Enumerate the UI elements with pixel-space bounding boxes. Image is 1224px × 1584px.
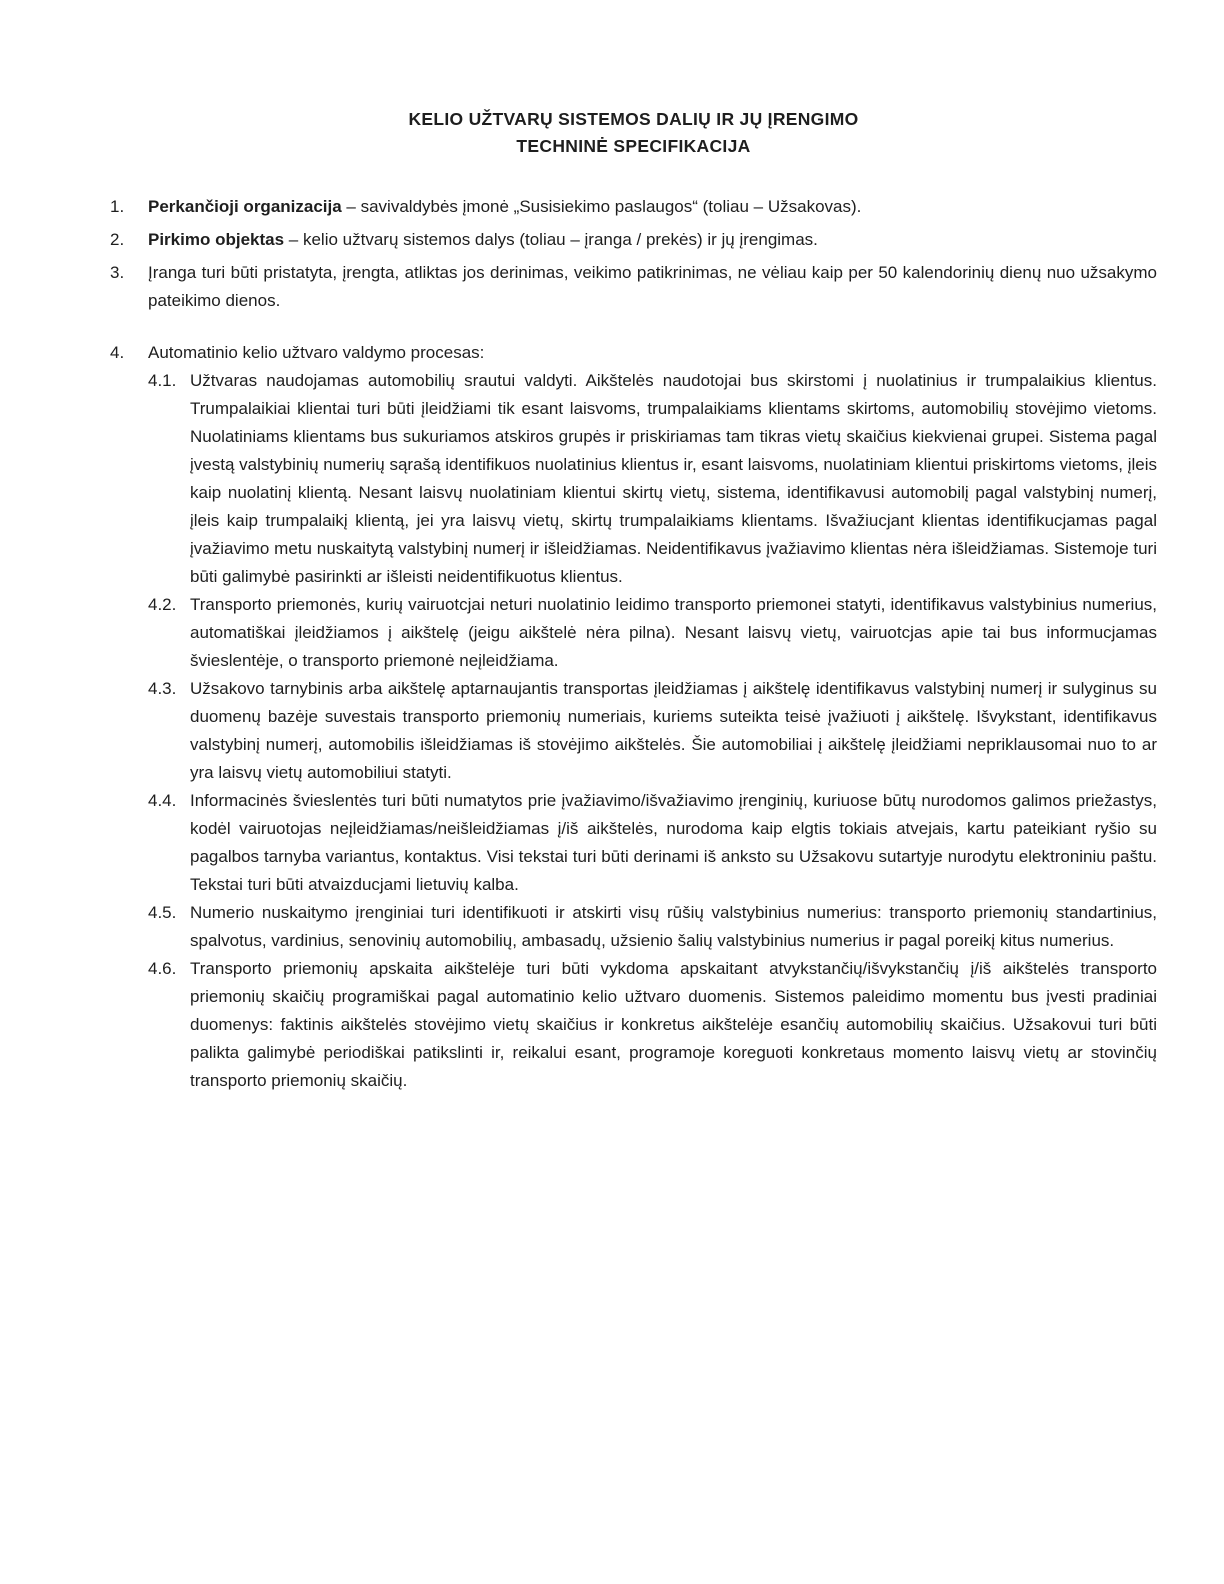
list-item-4-5-number: 4.5. xyxy=(148,903,177,922)
list-item-4-4 xyxy=(148,787,1157,899)
numbered-list xyxy=(110,193,1157,1095)
list-item-3-rest: Įranga turi būti pristatyta, įrengta, atliktas jos derinimas, veikimo patikrinimas, ne vėliau kaip per 50 kalendorinių dienų nuo užsakymo pateikimo dienos. xyxy=(148,263,1157,310)
list-item-1-bold-lead: Perkančioji organizacija xyxy=(148,197,342,216)
list-item-1-number: 1. xyxy=(110,197,125,216)
list-item-4-6-text: Transporto priemonių apskaita aikštelėje turi būti vykdoma apskaitant atvykstančių/išvykstančių į/iš aikštelės transporto priemonių skaičių programiškai pagal automatinio kelio užtvaro duomenis. Sistemos paleidimo momentu bus įvesti pradiniai duomenys: faktinis aikštelės stovėjimo vietų skaičius ir konkretus aikštelėje esančių automobilių skaičius. Užsakovui turi būti palikta galimybė periodiškai patikslinti ir, reikalui esant, programoje koreguoti konkretaus momento laisvų vietų ar stovinčių transporto priemonių skaičių. xyxy=(190,959,1157,1090)
list-item-3-text xyxy=(148,259,1157,315)
list-item-2-number: 2. xyxy=(110,230,125,249)
list-item-4-2-number: 4.2. xyxy=(148,595,177,614)
list-item-1-text xyxy=(148,193,1157,221)
list-item-4-1 xyxy=(148,367,1157,591)
document-title xyxy=(110,106,1157,160)
list-item-4-6-number: 4.6. xyxy=(148,959,177,978)
list-item-4-1-number: 4.1. xyxy=(148,371,177,390)
list-item-4 xyxy=(110,339,1157,367)
document-title-line2: TECHNINĖ SPECIFIKACIJA xyxy=(516,136,751,156)
list-item-4-4-number: 4.4. xyxy=(148,791,177,810)
list-item-1 xyxy=(110,193,1157,221)
list-item-1-rest: – savivaldybės įmonė „Susisiekimo paslaugos“ (toliau – Užsakovas). xyxy=(341,197,862,216)
list-item-2-rest: – kelio užtvarų sistemos dalys (toliau – įranga / prekės) ir jų įrengimas. xyxy=(284,230,818,249)
list-item-4-text xyxy=(148,339,1157,367)
list-item-4-4-text: Informacinės švieslentės turi būti numatytos prie įvažiavimo/išvažiavimo įrenginių, kuriuose būtų nurodomos galimos priežastys, kodėl vairuotojas neįleidžiamas/neišleidžiamas į/iš aikštelės, nurodoma kaip elgtis tokiais atvejais, kartu pateikiant ryšio su pagalbos tarnyba variantus, kontaktus. Visi tekstai turi būti derinami iš anksto su Užsakovu sutartyje nurodytu elektroniniu paštu. Tekstai turi būti atvaizducjami lietuvių kalba. xyxy=(190,791,1157,894)
list-item-4-3 xyxy=(148,675,1157,787)
sub-list xyxy=(148,367,1157,1095)
list-item-4-3-number: 4.3. xyxy=(148,679,177,698)
list-item-2-bold-lead: Pirkimo objektas xyxy=(148,230,285,249)
list-item-4-number: 4. xyxy=(110,343,125,362)
list-item-4-3-text: Užsakovo tarnybinis arba aikštelę aptarnaujantis transportas įleidžiamas į aikštelę identifikavus valstybinį numerį ir sulyginus su duomenų bazėje suvestais transporto priemonių numeriais, kuriems suteikta teisė įvažiuoti į aikštelę. Išvykstant, identifikavus valstybinį numerį, automobilis išleidžiamas iš stovėjimo aikštelės. Šie automobiliai į aikštelę įleidžiami nepriklausomai nuo to ar yra laisvų vietų automobiliui statyti. xyxy=(190,679,1157,782)
list-item-4-6 xyxy=(148,955,1157,1095)
list-item-3-number: 3. xyxy=(110,263,125,282)
list-item-2-text xyxy=(148,226,1157,254)
document-title-line1: KELIO UŽTVARŲ SISTEMOS DALIŲ IR JŲ ĮRENGIMO xyxy=(408,109,859,129)
list-item-4-5-text: Numerio nuskaitymo įrenginiai turi identifikuoti ir atskirti visų rūšių valstybinius numerius: transporto priemonių standartinius, spalvotus, vardinius, senovinių automobilių, ambasadų, užsienio šalių valstybinius numerius ir pagal poreikį kitus numerius. xyxy=(190,903,1157,950)
list-item-4-rest: Automatinio kelio užtvaro valdymo procesas: xyxy=(148,343,485,362)
list-item-2 xyxy=(110,226,1157,254)
list-item-4-5 xyxy=(148,899,1157,955)
list-item-3 xyxy=(110,259,1157,315)
list-item-4-2-text: Transporto priemonės, kurių vairuotcjai neturi nuolatinio leidimo transporto priemonei statyti, identifikavus valstybinius numerius, automatiškai įleidžiamos į aikštelę (jeigu aikštelė nėra pilna). Nesant laisvų vietų, vairuotcjas apie tai bus informucjamas švieslentėje, o transporto priemonė neįleidžiama. xyxy=(190,595,1157,670)
list-item-4-2 xyxy=(148,591,1157,675)
list-item-4-1-text: Užtvaras naudojamas automobilių srautui valdyti. Aikštelės naudotojai bus skirstomi į nuolatinius ir trumpalaikius klientus. Trumpalaikiai klientai turi būti įleidžiami tik esant laisvoms, trumpalaikiams klientams skirtoms, automobilių stovėjimo vietoms. Nuolatiniams klientams bus sukuriamos atskiros grupės ir priskiriamas tam tikras vietų skaičius kiekvienai grupei. Sistema pagal įvestą valstybinių numerių sąrašą identifikuos nuolatinius klientus ir, esant laisvoms, nuolatiniam klientui priskirtoms vietoms, įleis kaip nuolatinį klientą. Nesant laisvų nuolatiniam klientui skirtų vietų, sistema, identifikavusi automobilį pagal valstybinį numerį, įleis kaip trumpalaikį klientą, jei yra laisvų vietų, skirtų trumpalaikiams klientams. Išvažiucjant klientas identifikucjamas pagal įvažiavimo metu nuskaitytą valstybinį numerį ir išleidžiamas. Neidentifikavus įvažiavimo klientas nėra išleidžiamas. Sistemoje turi būti galimybė pasirinkti ar išleisti neidentifikuotus klientus. xyxy=(190,371,1157,586)
